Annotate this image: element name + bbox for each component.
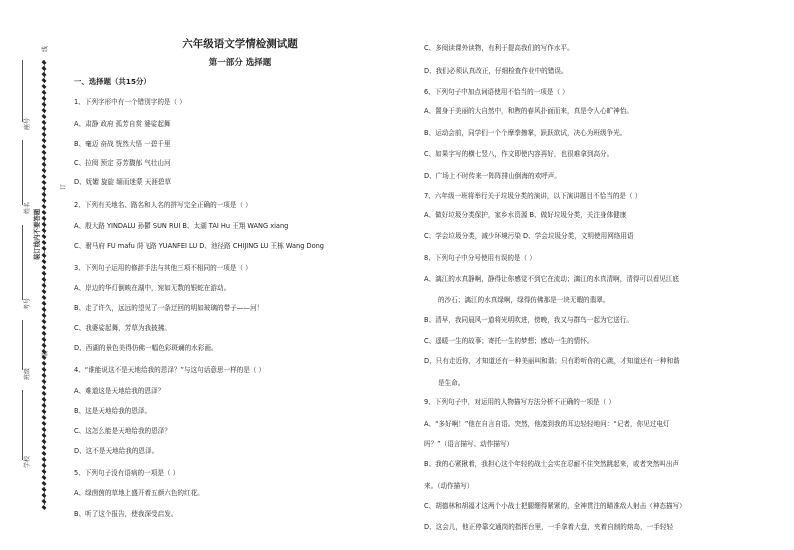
diamond-mark (42, 475, 47, 480)
question-line: B、这是天地给我的恩泽。 (74, 407, 152, 415)
diamond-mark (42, 192, 47, 197)
diamond-mark (42, 343, 47, 348)
diamond-mark (42, 174, 47, 179)
binding-mark-top: 线 (42, 45, 49, 52)
question-line: B、听了这个报告，使我深受启发。 (74, 510, 178, 518)
diamond-mark (42, 487, 47, 492)
diamond-mark (42, 361, 47, 366)
diamond-mark (42, 379, 47, 384)
question-line: B、我的心紧揪着，我担心这个年轻的战士会实在忍耐不住突然跳起来，或者突然叫出声 (424, 460, 680, 468)
question-line: A、难道这是天地给我的恩泽？ (74, 387, 165, 395)
diamond-mark (42, 78, 47, 83)
question-line: D、我们必须认真改正，仔细检查作业中的错误。 (424, 67, 568, 75)
question-line: C、拉阅 预定 芬芳馥郁 气壮山河 (74, 159, 171, 167)
diamond-mark (42, 216, 47, 221)
diamond-mark (42, 259, 47, 264)
diamond-mark (42, 114, 47, 119)
class-label: 班级 (24, 367, 31, 380)
diamond-mark (42, 108, 47, 113)
diamond-mark (42, 319, 47, 324)
question-line: A、肃静 政府 孤芳自赏 婆娑起舞 (74, 120, 171, 128)
class-field[interactable] (22, 320, 23, 370)
diamond-mark (42, 409, 47, 414)
diamond-mark (42, 126, 47, 131)
question-line: D、只有走近你，才知道还有一种美丽叫和谐；只有聆听你的心跳，才知道还有一种和谐 (424, 357, 680, 365)
diamond-mark (42, 120, 47, 125)
question-line: 的沙石；漓江的水真绿啊，绿得仿佛那是一块无暇的翡翠。 (438, 296, 610, 304)
question-line: B、毫迈 奋战 恍然大悟 一碧千里 (74, 140, 171, 148)
diamond-mark (42, 493, 47, 498)
part-heading: 第一部分 选择题 (208, 58, 272, 68)
diamond-mark (42, 307, 47, 312)
question-line: 2、下列有关地名、路名和人名的拼写完全正确的一项是（ ） (74, 201, 252, 209)
diamond-mark (42, 210, 47, 215)
binding-margin (0, 0, 67, 550)
school-field[interactable] (22, 390, 23, 460)
question-line: 1、下列字形中有一个错别字的是（ ） (74, 98, 186, 106)
diamond-mark (42, 427, 47, 432)
diamond-mark (42, 385, 47, 390)
diamond-mark (42, 325, 47, 330)
number-label: 考号 (24, 297, 31, 310)
question-line: D、这不是天地给我的恩泽。 (74, 447, 159, 455)
diamond-mark (42, 499, 47, 504)
question-line: 是生命。 (438, 379, 465, 387)
question-line: A、置身于美丽的大自然中，和煦的春风扑面而来，真是令人心旷神怡。 (424, 107, 633, 115)
diamond-mark (42, 234, 47, 239)
diamond-mark (42, 289, 47, 294)
question-line: 3、下列句子运用的修辞手法与其他三项不相同的一项是（ ） (74, 264, 252, 272)
diamond-mark (42, 247, 47, 252)
diamond-mark (42, 228, 47, 233)
diamond-mark (42, 433, 47, 438)
question-line: A、绿茵茵的草地上盛开着五颜六色的红花。 (74, 489, 204, 497)
diamond-mark (42, 265, 47, 270)
question-line: C、多阅读课外读物，有利于提高我们的写作水平。 (424, 44, 574, 52)
question-line: A、“多好啊！”他在自言自语。突然，他凑到我的耳边轻轻地问：“记者，你见过电灯 (424, 420, 670, 428)
question-line: 来。（动作描写） (424, 482, 474, 490)
diamond-mark (42, 337, 47, 342)
diamond-mark (42, 66, 47, 71)
question-line: D、妩媚 旋旋 缅而迷蒙 天涯碧草 (74, 178, 172, 186)
question-line: C、学会垃圾分类，减少环境污染 D、学会垃圾分类，文明使用网络用语 (424, 232, 634, 240)
diamond-mark (42, 132, 47, 137)
question-line: 6、下列句子中加点词语使用不恰当的一项是（ ） (424, 88, 569, 96)
diamond-mark (42, 331, 47, 336)
question-line: C、我婆娑起舞，芳草为我披拂。 (74, 324, 171, 332)
diamond-mark (42, 96, 47, 101)
diamond-mark (42, 295, 47, 300)
diamond-mark (42, 481, 47, 486)
diamond-mark (42, 204, 47, 209)
name-field[interactable] (22, 140, 23, 205)
diamond-mark (42, 198, 47, 203)
diamond-mark (42, 457, 47, 462)
diamond-mark (42, 253, 47, 258)
seat-label: 座号 (24, 117, 31, 130)
diamond-mark (42, 271, 47, 276)
question-line: C、这怎么能是天地给我的恩泽？ (74, 427, 171, 435)
question-line: 吗？”（语言描写、动作描写） (424, 440, 514, 448)
diamond-mark (42, 283, 47, 288)
question-line: B、运动会前，同学们一个个摩拳擦掌，跃跃欲试，决心为班级争光。 (424, 129, 627, 137)
question-line: B、清早，我同晨风一道将光明吹进，傍晚，我又与群鸟一起为它送行。 (424, 316, 633, 324)
diamond-mark (42, 313, 47, 318)
question-line: 4、“谁能说这不是天地给我的恩泽？”与这句话意思一样的是（ ） (74, 366, 266, 374)
question-line: D、西湖的景色美得仿佛一幅色彩斑斓的水彩画。 (74, 344, 218, 352)
diamond-mark (42, 301, 47, 306)
diamond-mark (42, 373, 47, 378)
diamond-mark (42, 102, 47, 107)
question-line: C、遥暖一生的故事；寄托一生的梦想；感动一生的情怀。 (424, 337, 594, 345)
diamond-mark (42, 144, 47, 149)
diamond-mark (42, 156, 47, 161)
diamond-mark (42, 463, 47, 468)
section-heading: 一、选择题（共15分） (74, 77, 151, 86)
school-label: 学校 (24, 455, 31, 468)
question-line: 8、下列句子中分号使用有误的是（ ） (424, 254, 536, 262)
diamond-mark (42, 469, 47, 474)
diamond-mark (42, 367, 47, 372)
diamond-mark (42, 90, 47, 95)
diamond-mark (42, 403, 47, 408)
binding-notice: 装订线内不要答题 (33, 208, 41, 260)
question-line: B、走了许久，远远的望见了一条迂回的明如玻璃的带子——河！ (74, 304, 264, 312)
diamond-mark (42, 180, 47, 185)
diamond-mark (42, 505, 47, 510)
binding-diamond-border (39, 60, 49, 510)
number-field[interactable] (22, 225, 23, 300)
question-line: 5、下列句子没有语病的一项是（ ） (74, 469, 180, 477)
diamond-mark (42, 439, 47, 444)
question-line: 9、下列句子中，对运用的人物描写方法分析不正确的一项是（ ） (424, 398, 615, 406)
binding-mark-bottom: 装 (42, 350, 49, 357)
diamond-mark (42, 162, 47, 167)
diamond-mark (42, 391, 47, 396)
question-line: A、殷大路 YINDALU 孙鬱 SUN RUI B、太湖 TAI Hu 王翔 WANG xiang (74, 222, 289, 230)
question-line: 7、六年级一班将举行关于垃圾分类的演讲，以下演讲题目不恰当的是（ ） (424, 192, 642, 200)
diamond-mark (42, 168, 47, 173)
question-line: A、漓江的水真静啊，静得让你感觉不到它在流动；漓江的水真清啊，清得可以看见江底 (424, 275, 680, 283)
diamond-mark (42, 138, 47, 143)
diamond-mark (42, 421, 47, 426)
diamond-mark (42, 150, 47, 155)
question-line: D、广场上不时传来一阵阵排山倒海的欢呼声。 (424, 172, 561, 180)
diamond-mark (42, 60, 47, 65)
question-line: D、这会儿，他正停靠交通岗的指挥台里，一手拿着大盘，夹着自制的熔岛，一手轻轻 (424, 523, 674, 531)
page-title: 六年级语文学情检测试题 (182, 38, 298, 50)
question-line: C、如果字写的横七竖八，作文即使内容再好，也很难拿到高分。 (424, 150, 614, 158)
question-line: A、做好垃圾分类保护，家乡水资源 B、做好垃圾分类，关注身体健康 (424, 211, 627, 219)
diamond-mark (42, 451, 47, 456)
question-line: C、驸马府 FU mafu 莳飞路 YUANFEI LU D、池径路 CHIJING LU 王栋 Wang Dong (74, 242, 324, 250)
diamond-mark (42, 84, 47, 89)
diamond-mark (42, 72, 47, 77)
binding-mark-mid: 订 (60, 183, 67, 190)
name-label: 姓名 (24, 201, 31, 214)
seat-field[interactable] (22, 60, 23, 122)
diamond-mark (42, 222, 47, 227)
diamond-mark (42, 445, 47, 450)
diamond-mark (42, 415, 47, 420)
diamond-mark (42, 277, 47, 282)
diamond-mark (42, 186, 47, 191)
question-line: C、胡德林和胡福才这两个小战士把腿绷得紧紧的，全神贯注的瞄准敌人射击（神态描写） (424, 502, 686, 510)
diamond-mark (42, 397, 47, 402)
question-line: A、岸边的华灯倒映在湖中，宛如无数的银蛇在游动。 (74, 284, 231, 292)
diamond-mark (42, 240, 47, 245)
